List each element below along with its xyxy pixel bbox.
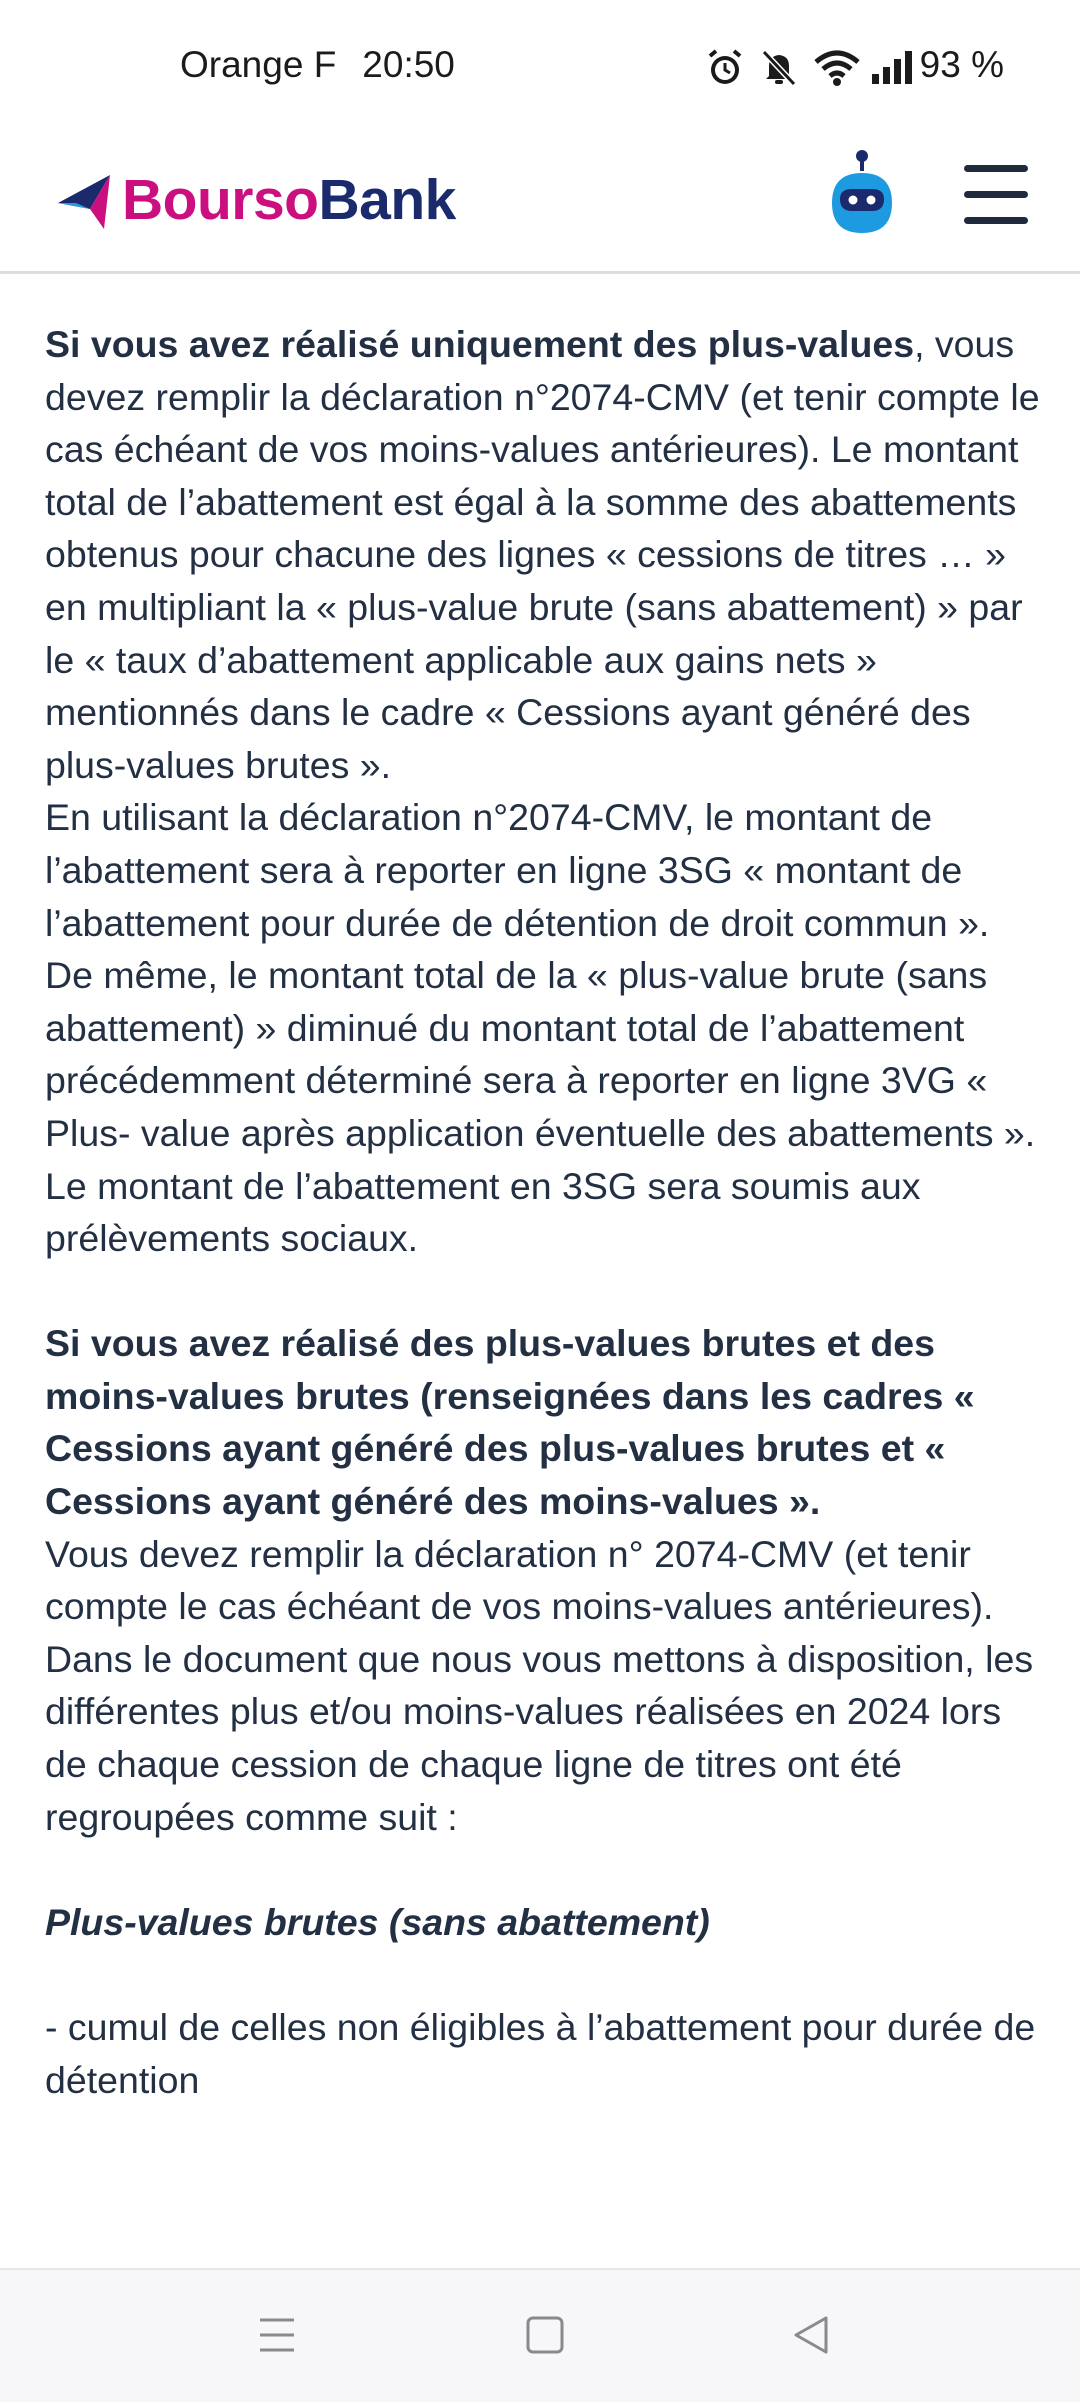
paragraph-only-gains — [45, 318, 1045, 791]
battery-level: 93 % — [919, 44, 1004, 85]
list-item: - cumul de celles non éligibles à l’abattement pour durée de détention — [45, 2006, 1036, 2101]
status-left — [180, 44, 455, 86]
status-time: 20:50 — [362, 44, 455, 85]
alarm-icon — [706, 48, 744, 88]
back-icon[interactable] — [786, 2310, 836, 2360]
hamburger-menu-icon[interactable] — [964, 165, 1028, 225]
wifi-icon — [814, 48, 860, 88]
mute-icon — [760, 48, 798, 88]
status-right — [700, 44, 1080, 94]
system-nav-bar — [0, 2268, 1080, 2402]
paragraph-document-grouping: Dans le document que nous vous mettons à disposition, les différentes plus et/ou moins-values réalisées en 2024 lors de chaque cession de chaque ligne de titres ont été regroupées comme suit : — [45, 1637, 1034, 1838]
logo-text-bourso: Bourso — [122, 168, 319, 232]
status-bar — [0, 0, 1080, 135]
recent-apps-icon[interactable] — [252, 2310, 302, 2360]
chatbot-icon[interactable] — [822, 149, 902, 239]
paragraph-social-levies: Le montant de l’abattement en 3SG sera soumis aux prélèvements sociaux. — [45, 1164, 921, 1260]
logo-text-bank: Bank — [318, 168, 456, 232]
app-header — [0, 135, 1080, 274]
paragraph-only-gains-body: , vous devez remplir la déclaration n°2074-CMV (et tenir compte le cas échéant de vos moins-values antérieures). Le montant total de l’abattement est égal à la somme des abattements obtenus pour chacune des lignes « cessions de titres … » en multipliant la « plus-value brute (sans abattement) » par le « taux d’abattement applicable aux gains nets » mentionnés dans le cadre « Cessions ayant généré des plus-values brutes ». — [45, 323, 1040, 786]
paragraph-3sg-reporting: En utilisant la déclaration n°2074-CMV, le montant de l’abattement sera à reporter en ligne 3SG « montant de l’abattement pour durée de détention de droit commun ». De même, le montant total de la « plus-value brute (sans abattement) » diminué du montant total de l’abattement précédemment déterminé sera à reporter en ligne 3VG « Plus- value après application éventuelle des abattements ». — [45, 796, 1036, 1154]
gains-and-losses-heading-text: Si vous avez réalisé des plus-values brutes et des moins-values brutes (renseignées dans les cadres « Cessions ayant généré des plus-values brutes et « Cessions ayant généré des moins-values ». — [45, 1322, 975, 1523]
boursobank-logo[interactable] — [56, 155, 456, 245]
home-icon[interactable] — [520, 2310, 570, 2360]
logo-arrow-icon — [56, 169, 112, 231]
paragraph-gains-and-losses-heading — [45, 1317, 1045, 1527]
paragraph-fill-declaration: Vous devez remplir la déclaration n° 2074-CMV (et tenir compte le cas échéant de vos moins-values antérieures). — [45, 1532, 994, 1628]
article-content — [45, 318, 1045, 2106]
subheading-gross-gains: Plus-values brutes (sans abattement) — [45, 1900, 710, 1943]
signal-icon — [870, 48, 914, 88]
paragraph-only-gains-heading: Si vous avez réalisé uniquement des plus-values — [45, 323, 915, 365]
carrier-name: Orange F — [180, 44, 337, 85]
